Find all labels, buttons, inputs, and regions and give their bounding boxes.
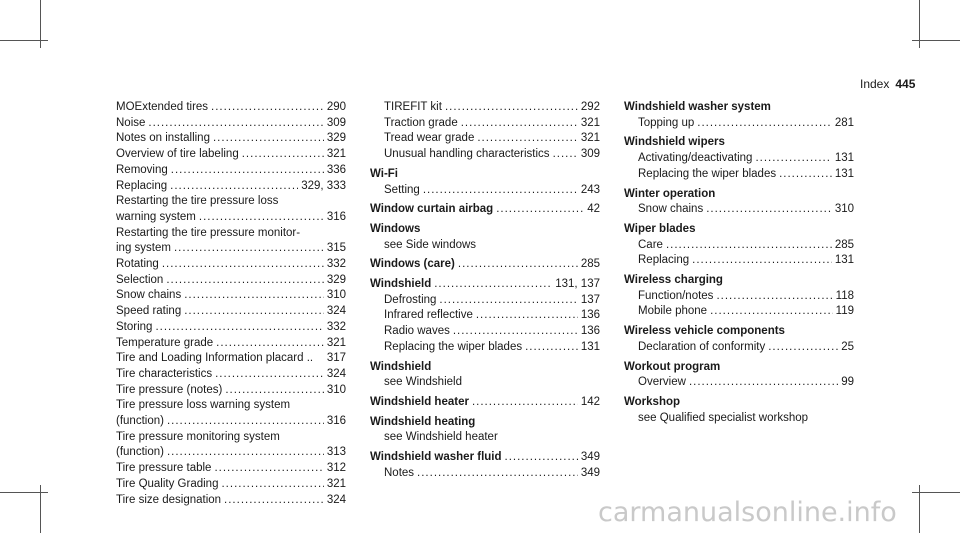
dot-leader	[692, 253, 832, 269]
index-entry	[116, 414, 346, 430]
index-entry	[370, 340, 600, 356]
index-entry	[370, 147, 600, 163]
index-entry	[370, 308, 600, 324]
index-entry	[370, 222, 600, 238]
index-entry	[370, 131, 600, 147]
index-entry	[624, 238, 854, 254]
entry-term: Wiper blades	[624, 222, 696, 235]
index-entry	[624, 151, 854, 167]
entry-page-ref[interactable]: 317	[326, 352, 346, 365]
index-entry	[116, 351, 346, 367]
entry-page-ref[interactable]: 324	[326, 367, 346, 380]
index-entry	[370, 257, 600, 273]
dot-leader	[213, 131, 324, 147]
entry-term: Wireless vehicle components	[624, 325, 785, 338]
entry-term: Workshop	[624, 395, 681, 408]
entry-page-ref[interactable]: 131	[580, 340, 600, 353]
dot-leader	[215, 367, 324, 383]
index-entry	[116, 398, 346, 414]
index-entry	[116, 116, 346, 132]
entry-page-ref[interactable]: 329	[326, 132, 346, 145]
entry-term: Tire characteristics	[116, 367, 213, 380]
page-title: Index	[860, 77, 890, 91]
dot-leader	[171, 163, 324, 179]
entry-term: Temperature grade	[116, 336, 214, 349]
entry-page-ref[interactable]: 99	[841, 376, 854, 389]
dot-leader	[170, 179, 298, 195]
index-entry	[624, 135, 854, 151]
crop-mark	[912, 40, 960, 41]
entry-page-ref[interactable]: 324	[326, 493, 346, 506]
dot-leader	[689, 375, 838, 391]
entry-term: Defrosting	[384, 293, 437, 306]
index-entry	[624, 187, 854, 203]
entry-term: Infrared reflective	[384, 309, 473, 322]
dot-leader	[174, 241, 324, 257]
entry-term: Snow chains	[638, 203, 704, 216]
index-entry	[116, 163, 346, 179]
entry-page-ref[interactable]: 25	[841, 340, 854, 353]
index-entry	[116, 100, 346, 116]
entry-term: Tire pressure table	[116, 462, 212, 475]
index-entry	[624, 340, 854, 356]
entry-term: Windshield heating	[370, 415, 476, 428]
dot-leader	[461, 116, 578, 132]
page-header	[860, 77, 940, 91]
entry-term: Windshield heater	[370, 395, 469, 408]
entry-term: Notes	[384, 466, 415, 479]
entry-page-ref[interactable]: 321	[580, 116, 600, 129]
entry-page-ref[interactable]: 316	[326, 415, 346, 428]
crop-mark	[0, 492, 48, 493]
dot-leader	[445, 100, 578, 116]
entry-term: Windows (care)	[370, 258, 455, 271]
entry-term: Windshield wipers	[624, 136, 725, 149]
entry-term: Removing	[116, 163, 168, 176]
index-entry	[370, 100, 600, 116]
dot-leader	[505, 450, 578, 466]
index-entry	[624, 167, 854, 183]
entry-term: see Side windows	[384, 238, 477, 251]
entry-page-ref[interactable]: 285	[834, 238, 854, 251]
index-entry	[116, 445, 346, 461]
dot-leader	[779, 167, 832, 183]
entry-page-ref[interactable]: 321	[326, 477, 346, 490]
entry-term: Windshield washer system	[624, 101, 771, 113]
entry-term: warning system	[116, 210, 196, 223]
entry-page-ref[interactable]: 316	[326, 210, 346, 223]
entry-page-ref[interactable]: 131	[834, 254, 854, 267]
entry-page-ref[interactable]: 312	[326, 462, 346, 475]
entry-term: see Windshield heater	[384, 431, 498, 444]
index-entry	[370, 360, 600, 376]
entry-term: Tire pressure (notes)	[116, 383, 223, 396]
index-column-3	[624, 100, 854, 426]
entry-term: see Windshield	[384, 376, 462, 389]
dot-leader	[477, 131, 577, 147]
entry-term: Replacing	[116, 179, 168, 192]
entry-page-ref[interactable]: 349	[580, 466, 600, 479]
entry-page-ref[interactable]: 131	[834, 167, 854, 180]
entry-page-ref[interactable]: 336	[326, 163, 346, 176]
entry-term: Radio waves	[384, 325, 450, 338]
watermark: carmanualsonline.info	[598, 497, 897, 528]
dot-leader	[458, 257, 578, 273]
entry-page-ref[interactable]: 315	[326, 242, 346, 255]
dot-leader	[716, 289, 832, 305]
dot-leader	[211, 100, 324, 116]
entry-term: (function)	[116, 415, 164, 428]
dot-leader	[434, 277, 552, 293]
index-entry	[624, 360, 854, 376]
entry-term: Tire pressure loss warning system	[116, 399, 291, 412]
index-entry	[370, 415, 600, 431]
dot-leader	[167, 414, 324, 430]
dot-leader	[184, 288, 324, 304]
dot-leader	[148, 116, 323, 132]
index-entry	[116, 257, 346, 273]
entry-term: Declaration of conformity	[638, 340, 766, 353]
index-entry	[116, 288, 346, 304]
index-entry	[370, 375, 600, 391]
dot-leader	[216, 336, 324, 352]
dot-leader	[155, 320, 323, 336]
index-entry	[624, 100, 854, 116]
entry-page-ref[interactable]: 310	[834, 203, 854, 216]
dot-leader	[224, 493, 324, 509]
crop-mark	[912, 492, 960, 493]
index-entry	[116, 179, 346, 195]
index-entry	[624, 289, 854, 305]
dot-leader	[167, 445, 324, 461]
entry-term: Overview	[638, 376, 686, 389]
dot-leader	[553, 147, 578, 163]
entry-term: Care	[638, 238, 663, 251]
index-entry	[370, 202, 600, 218]
index-entry	[116, 131, 346, 147]
entry-page-ref[interactable]: 321	[326, 148, 346, 161]
dot-leader	[453, 324, 578, 340]
entry-term: Function/notes	[638, 289, 714, 302]
dot-leader	[666, 238, 832, 254]
entry-page-ref[interactable]: 131, 137	[555, 278, 600, 291]
entry-term: Rotating	[116, 258, 159, 271]
entry-page-ref[interactable]: 310	[326, 383, 346, 396]
entry-term: Tire size designation	[116, 493, 222, 506]
index-entry	[370, 395, 600, 411]
entry-page-ref[interactable]: 321	[326, 336, 346, 349]
entry-term: Workout program	[624, 360, 721, 373]
entry-page-ref[interactable]: 349	[580, 451, 600, 464]
index-entry	[370, 466, 600, 482]
index-entry	[370, 450, 600, 466]
index-entry	[116, 430, 346, 446]
entry-term: Wi-Fi	[370, 167, 398, 180]
entry-term: Replacing	[638, 254, 690, 267]
dot-leader	[242, 147, 324, 163]
entry-term: Overview of tire labeling	[116, 148, 239, 161]
entry-term: Speed rating	[116, 305, 182, 318]
entry-page-ref[interactable]: 309	[326, 116, 346, 129]
index-entry	[370, 430, 600, 446]
entry-term: Winter operation	[624, 187, 716, 200]
dot-leader	[755, 151, 831, 167]
entry-term: Traction grade	[384, 116, 458, 129]
entry-page-ref[interactable]: 321	[580, 132, 600, 145]
entry-page-ref[interactable]: 290	[326, 101, 346, 113]
entry-page-ref[interactable]: 137	[580, 293, 600, 306]
entry-page-ref[interactable]: 313	[326, 446, 346, 459]
index-entry	[116, 320, 346, 336]
index-entry	[116, 477, 346, 493]
entry-term: Replacing the wiper blades	[638, 167, 777, 180]
entry-term: Storing	[116, 320, 153, 333]
dot-leader	[697, 116, 832, 132]
entry-term: Topping up	[638, 116, 695, 129]
index-entry	[624, 395, 854, 411]
entry-term: Selection	[116, 273, 164, 286]
dot-leader	[225, 383, 324, 399]
index-entry	[624, 116, 854, 132]
index-entry	[116, 367, 346, 383]
index-entry	[116, 273, 346, 289]
entry-page-ref[interactable]: 324	[326, 305, 346, 318]
entry-page-ref[interactable]: 136	[580, 325, 600, 338]
entry-term: Unusual handling characteristics	[384, 148, 550, 161]
entry-term: Window curtain airbag	[370, 203, 494, 216]
dot-leader	[199, 210, 324, 226]
crop-mark	[0, 40, 48, 41]
entry-page-ref[interactable]: 131	[834, 152, 854, 165]
index-entry	[624, 202, 854, 218]
dot-leader	[221, 477, 323, 493]
index-entry	[370, 167, 600, 183]
entry-term: (function)	[116, 446, 164, 459]
entry-page-ref[interactable]: 329, 333	[301, 179, 346, 192]
entry-page-ref[interactable]: 118	[835, 289, 854, 302]
entry-page-ref[interactable]: 285	[580, 258, 600, 271]
entry-term: Wireless charging	[624, 274, 723, 287]
entry-term: Activating/deactivating	[638, 152, 753, 165]
entry-page-ref[interactable]: 42	[587, 203, 600, 216]
index-entry	[624, 411, 854, 427]
index-entry	[624, 375, 854, 391]
entry-page-ref[interactable]: 309	[580, 148, 600, 161]
index-entry	[624, 253, 854, 269]
index-entry	[116, 194, 346, 210]
entry-term: Restarting the tire pressure monitor-	[116, 226, 301, 239]
index-entry	[116, 226, 346, 242]
entry-page-ref[interactable]: 142	[580, 395, 600, 408]
page-number: 445	[895, 77, 916, 91]
index-entry	[116, 304, 346, 320]
dot-leader	[417, 466, 578, 482]
index-entry	[116, 493, 346, 509]
entry-term: Tread wear grade	[384, 132, 475, 145]
index-entry	[116, 383, 346, 399]
entry-term: Tire and Loading Information placard ..	[116, 352, 314, 365]
index-entry	[624, 222, 854, 238]
entry-page-ref[interactable]: 281	[834, 116, 854, 129]
index-entry	[624, 273, 854, 289]
entry-term: Setting	[384, 183, 420, 196]
dot-leader	[162, 257, 324, 273]
entry-term: Tire pressure monitoring system	[116, 430, 280, 443]
entry-term: Windshield	[370, 278, 432, 291]
entry-term: Windows	[370, 222, 421, 235]
index-entry	[624, 304, 854, 320]
entry-term: Restarting the tire pressure loss	[116, 195, 279, 208]
dot-leader	[525, 340, 578, 356]
entry-term: Tire Quality Grading	[116, 477, 219, 490]
index-entry	[370, 293, 600, 309]
entry-page-ref[interactable]: 329	[326, 273, 346, 286]
dot-leader	[166, 273, 324, 289]
entry-term: Snow chains	[116, 289, 182, 302]
dot-leader	[184, 304, 324, 320]
index-entry	[370, 238, 600, 254]
index-entry	[116, 147, 346, 163]
entry-page-ref[interactable]: 332	[326, 258, 346, 271]
entry-term: Mobile phone	[638, 305, 708, 318]
dot-leader	[710, 304, 833, 320]
entry-term: MOExtended tires	[116, 101, 209, 113]
dot-leader	[768, 340, 838, 356]
index-entry	[116, 241, 346, 257]
index-entry	[370, 324, 600, 340]
dot-leader	[706, 202, 832, 218]
entry-term: Windshield	[370, 360, 432, 373]
dot-leader	[472, 395, 578, 411]
index-column-2	[370, 100, 600, 481]
dot-leader	[423, 183, 578, 199]
entry-term: Windshield washer fluid	[370, 451, 502, 464]
entry-page-ref[interactable]: 292	[580, 101, 600, 113]
entry-page-ref[interactable]: 332	[326, 320, 346, 333]
entry-page-ref[interactable]: 310	[326, 289, 346, 302]
index-entry	[116, 461, 346, 477]
entry-page-ref[interactable]: 243	[580, 183, 600, 196]
index-entry	[116, 336, 346, 352]
entry-page-ref[interactable]: 136	[580, 309, 600, 322]
entry-term: see Qualified specialist workshop	[638, 411, 809, 424]
index-entry	[370, 183, 600, 199]
entry-term: ing system	[116, 242, 171, 255]
dot-leader	[476, 308, 578, 324]
index-entry	[116, 210, 346, 226]
entry-term: Noise	[116, 116, 146, 129]
index-column-1	[116, 100, 346, 508]
index-entry	[370, 116, 600, 132]
dot-leader	[439, 293, 577, 309]
dot-leader	[496, 202, 584, 218]
entry-term: Replacing the wiper blades	[384, 340, 523, 353]
entry-page-ref[interactable]: 119	[835, 305, 854, 318]
index-entry	[370, 277, 600, 293]
dot-leader	[214, 461, 323, 477]
entry-term: TIREFIT kit	[384, 101, 442, 113]
index-entry	[624, 324, 854, 340]
entry-term: Notes on installing	[116, 132, 210, 145]
